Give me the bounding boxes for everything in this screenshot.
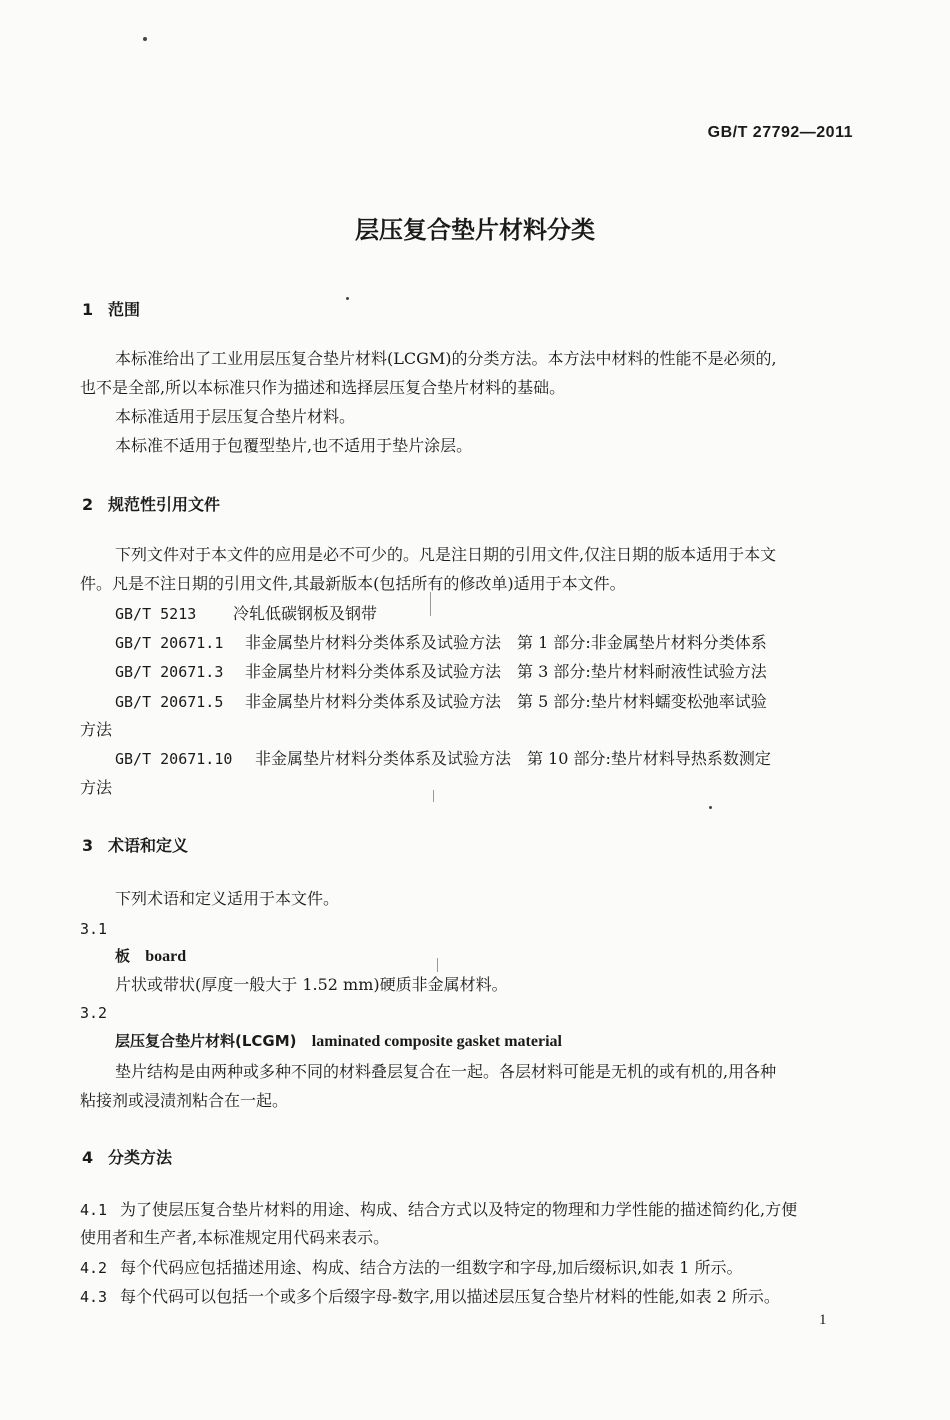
term-definition: 粘接剂或浸渍剂粘合在一起。: [80, 1091, 289, 1110]
section-heading-4: [82, 1145, 172, 1168]
reference-title: 冷轧低碳钢板及钢带: [233, 604, 378, 623]
section-heading-3: [82, 833, 188, 856]
reference-title: 非金属垫片材料分类体系及试验方法 第 10 部分:垫片材料导热系数测定: [255, 749, 771, 768]
scan-speck: [709, 806, 712, 809]
term-zh: 层压复合垫片材料(LCGM): [115, 1032, 297, 1050]
term-definition: 垫片结构是由两种或多种不同的材料叠层复合在一起。各层材料可能是无机的或有机的,用各种: [115, 1062, 777, 1081]
section-number: 3: [82, 836, 94, 855]
term-heading: [115, 945, 186, 966]
section-heading-2: [82, 492, 220, 515]
section-number: 4: [82, 1148, 94, 1167]
reference-code: GB/T 5213: [115, 605, 197, 623]
term-heading: [115, 1030, 562, 1051]
reference-title-continuation: 方法: [80, 720, 113, 739]
reference-entry: [115, 688, 767, 716]
clause-text: 为了使层压复合垫片材料的用途、构成、结合方式以及特定的物理和力学性能的描述简约化,方便: [120, 1200, 798, 1219]
term-en: board: [145, 948, 187, 965]
scan-line: [437, 958, 438, 972]
term-number: 3.2: [80, 1004, 108, 1022]
reference-title: 非金属垫片材料分类体系及试验方法 第 1 部分:非金属垫片材料分类体系: [245, 633, 767, 652]
standard-number: GB/T 27792—2011: [707, 124, 853, 141]
scan-speck: [143, 37, 147, 41]
paragraph: 本标准给出了工业用层压复合垫片材料(LCGM)的分类方法。本方法中材料的性能不是必须的,: [115, 349, 777, 368]
reference-code: GB/T 20671.10: [115, 750, 233, 768]
paragraph: 也不是全部,所以本标准只作为描述和选择层压复合垫片材料的基础。: [80, 378, 566, 397]
section-number: 2: [82, 495, 94, 514]
reference-entry: [115, 745, 771, 773]
reference-title: 非金属垫片材料分类体系及试验方法 第 5 部分:垫片材料蠕变松弛率试验: [245, 692, 767, 711]
clause-4-2: [80, 1254, 743, 1282]
clause-text: 每个代码应包括描述用途、构成、结合方法的一组数字和字母,加后缀标识,如表 1 所示。: [120, 1258, 743, 1277]
clause-number: 4.2: [80, 1259, 108, 1277]
clause-text: 每个代码可以包括一个或多个后缀字母-数字,用以描述层压复合垫片材料的性能,如表 2 所示。: [120, 1287, 780, 1306]
section-number: 1: [82, 300, 94, 319]
reference-entry: [115, 600, 377, 628]
paragraph: 下列术语和定义适用于本文件。: [115, 889, 340, 908]
clause-4-3: [80, 1283, 780, 1311]
clause-number: 4.1: [80, 1201, 108, 1219]
term-zh: 板: [115, 947, 131, 965]
document-title: 层压复合垫片材料分类: [355, 216, 595, 244]
section-title: 术语和定义: [108, 836, 189, 855]
reference-title: 非金属垫片材料分类体系及试验方法 第 3 部分:垫片材料耐液性试验方法: [245, 662, 767, 681]
reference-code: GB/T 20671.1: [115, 634, 224, 652]
reference-code: GB/T 20671.5: [115, 693, 224, 711]
reference-title-continuation: 方法: [80, 778, 113, 797]
paragraph: 本标准不适用于包覆型垫片,也不适用于垫片涂层。: [115, 436, 473, 455]
page-number: 1: [819, 1312, 827, 1328]
term-en: laminated composite gasket material: [311, 1033, 562, 1050]
clause-text-continuation: 使用者和生产者,本标准规定用代码来表示。: [80, 1228, 390, 1247]
term-number: 3.1: [80, 920, 108, 938]
clause-4-1: [80, 1196, 797, 1224]
section-title: 分类方法: [108, 1148, 173, 1167]
section-title: 范围: [108, 300, 141, 319]
paragraph: 下列文件对于本文件的应用是必不可少的。凡是注日期的引用文件,仅注日期的版本适用于本文: [115, 545, 777, 564]
term-definition: 片状或带状(厚度一般大于 1.52 mm)硬质非金属材料。: [115, 975, 508, 994]
reference-entry: [115, 629, 767, 657]
clause-number: 4.3: [80, 1288, 108, 1306]
scan-line: [433, 790, 434, 802]
scan-speck: [346, 297, 349, 300]
section-heading-1: [82, 297, 140, 320]
paragraph: 本标准适用于层压复合垫片材料。: [115, 407, 356, 426]
reference-entry: [115, 658, 767, 686]
reference-code: GB/T 20671.3: [115, 663, 224, 681]
paragraph: 件。凡是不注日期的引用文件,其最新版本(包括所有的修改单)适用于本文件。: [80, 574, 626, 593]
section-title: 规范性引用文件: [108, 495, 221, 514]
